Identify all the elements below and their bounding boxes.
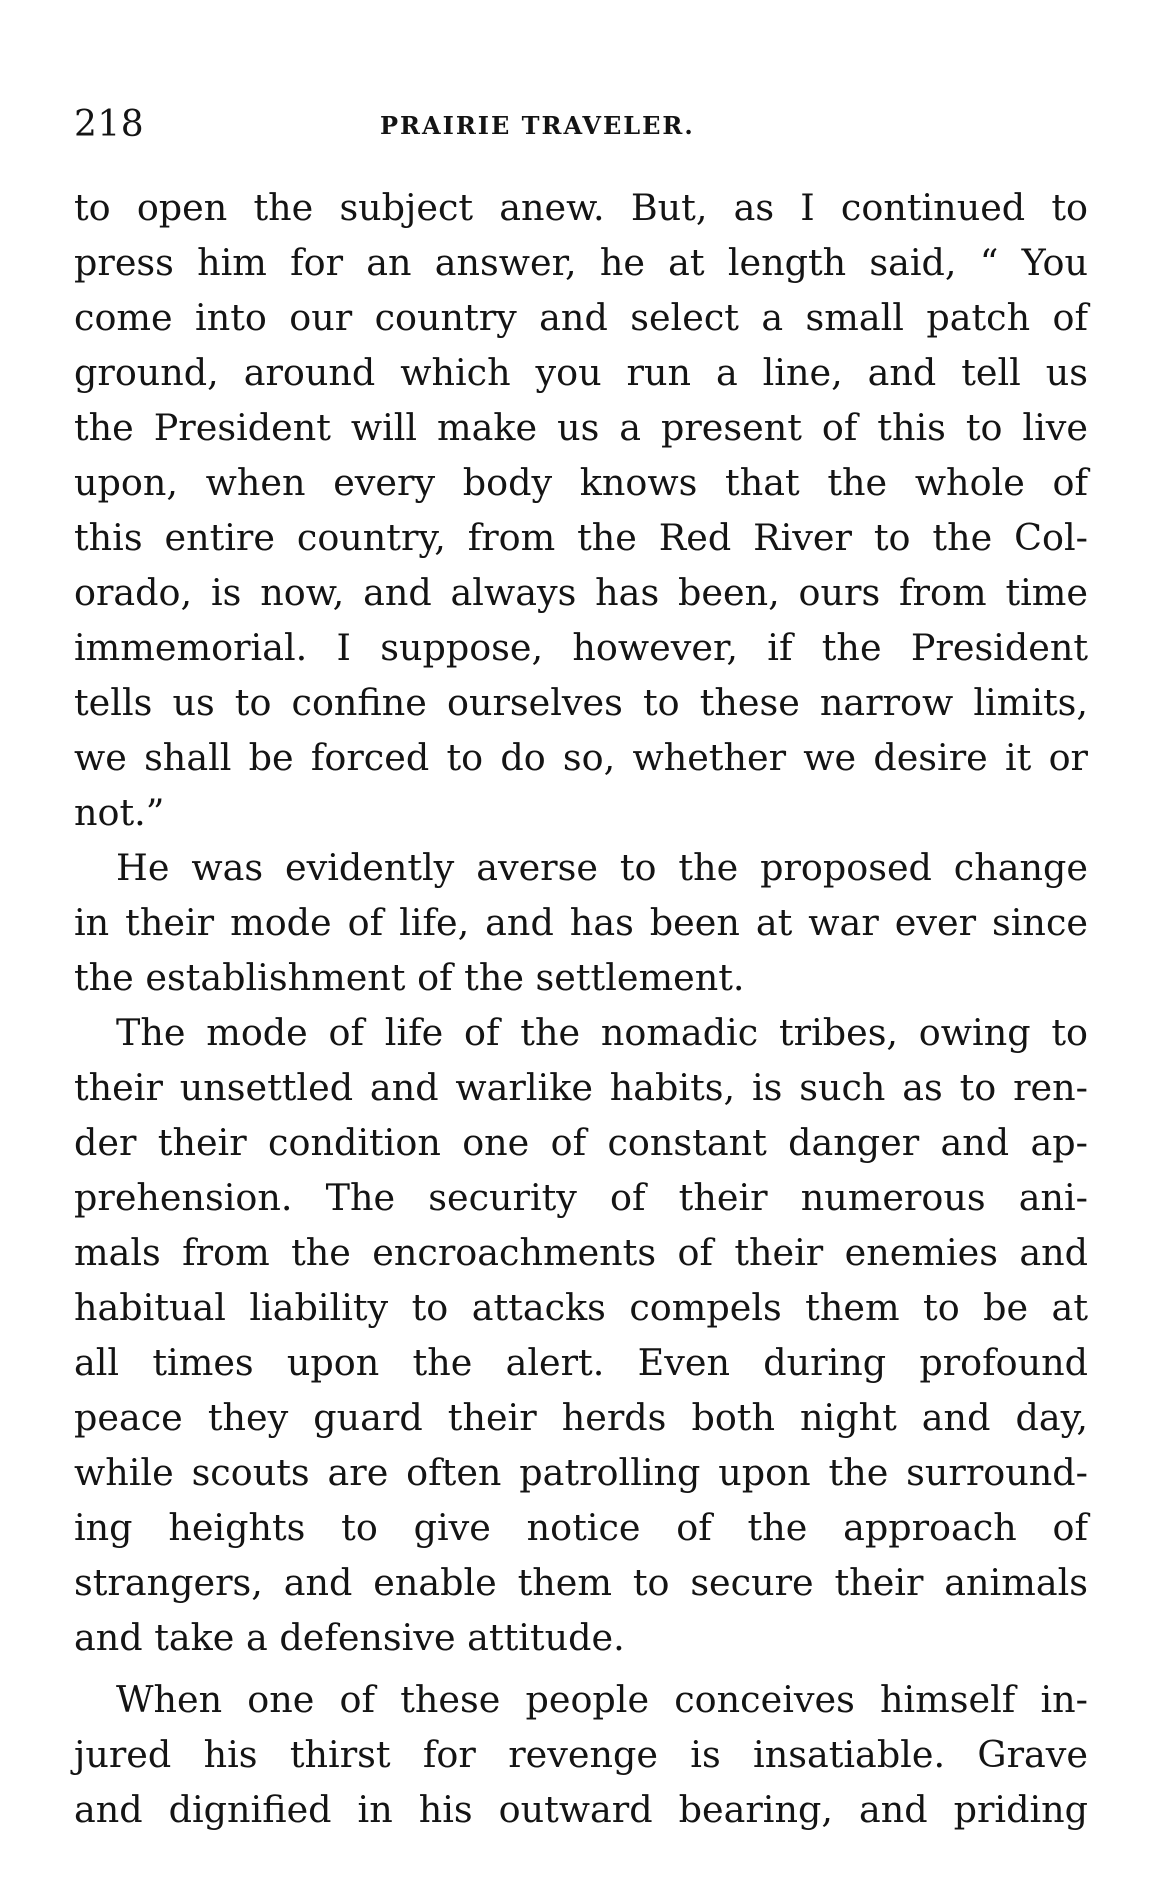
paragraph-1 (74, 180, 1088, 840)
text-line: the establishment of the settlement. (74, 956, 745, 999)
text-line: their unsettled and warlike habits, is such as to ren- (74, 1066, 1088, 1109)
text-line: The mode of life of the nomadic tribes, owing to (116, 1011, 1088, 1054)
paragraph-3 (74, 1005, 1088, 1665)
paragraph-2 (74, 840, 1088, 1005)
text-line: orado, is now, and always has been, ours from time (74, 571, 1088, 614)
text-line: in their mode of life, and has been at war ever since (74, 901, 1088, 944)
text-line: press him for an answer, he at length said, “ You (74, 241, 1088, 284)
text-line: habitual liability to attacks compels them to be at (74, 1286, 1088, 1329)
running-head: PRAIRIE TRAVELER. (380, 111, 695, 140)
text-line: and take a defensive attitude. (74, 1616, 625, 1659)
text-line: ing heights to give notice of the approach of (74, 1506, 1088, 1549)
text-line: der their condition one of constant danger and ap- (74, 1121, 1088, 1164)
text-line: When one of these people conceives himself in- (116, 1678, 1088, 1721)
text-line: strangers, and enable them to secure their animals (74, 1561, 1088, 1604)
text-line: and dignified in his outward bearing, and priding (74, 1788, 1088, 1831)
text-line: He was evidently averse to the proposed change (116, 846, 1088, 889)
page-header (74, 100, 1084, 150)
text-line: we shall be forced to do so, whether we desire it or (74, 736, 1088, 779)
text-line: come into our country and select a small patch of (74, 296, 1088, 339)
text-line: this entire country, from the Red River to the Col- (74, 516, 1088, 559)
body-text (74, 180, 1088, 1837)
text-line: ground, around which you run a line, and tell us (74, 351, 1088, 394)
paragraph-gap (74, 1665, 1088, 1672)
paragraph-4 (74, 1672, 1088, 1837)
text-line: the President will make us a present of this to live (74, 406, 1088, 449)
text-line: immemorial. I suppose, however, if the President (74, 626, 1088, 669)
text-line: to open the subject anew. But, as I continued to (74, 186, 1088, 229)
text-line: upon, when every body knows that the whole of (74, 461, 1088, 504)
text-line: jured his thirst for revenge is insatiable. Grave (74, 1733, 1088, 1776)
text-line: while scouts are often patrolling upon the surround- (74, 1451, 1088, 1494)
text-line: prehension. The security of their numerous ani- (74, 1176, 1088, 1219)
text-line: not.” (74, 791, 165, 834)
text-line: tells us to confine ourselves to these narrow limits, (74, 681, 1088, 724)
text-line: mals from the encroachments of their enemies and (74, 1231, 1088, 1274)
page-number: 218 (74, 104, 145, 145)
text-line: all times upon the alert. Even during profound (74, 1341, 1088, 1384)
text-line: peace they guard their herds both night and day, (74, 1396, 1088, 1439)
